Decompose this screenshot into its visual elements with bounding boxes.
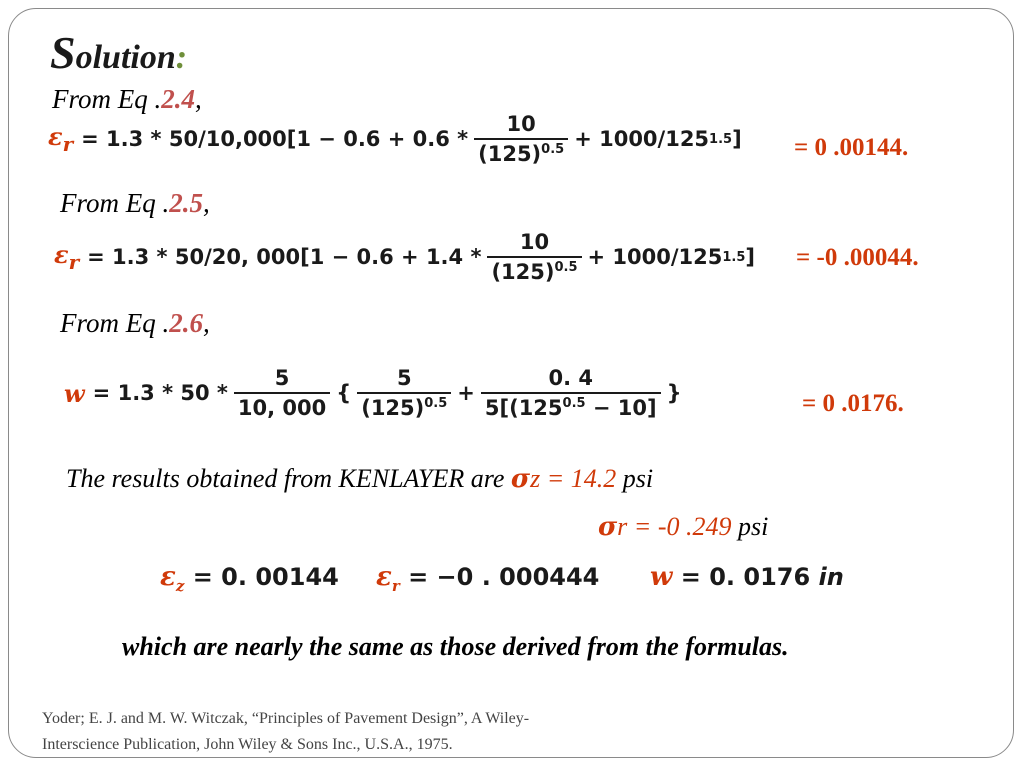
formula-1: $\varepsilon_r$ = 1.3 * 50/10,000[1 − 0.6 + 0.6 * $\frac{10}{(125)^{0.5}}$ + 1000/125 1.5 ] (48, 112, 742, 166)
from-eq-label-1: From Eq .2.4, (52, 84, 202, 114)
result-3: = 0 .0176. (802, 390, 904, 417)
from-eq-label-3: From Eq .2.6, (60, 308, 210, 338)
kenlayer-sentence: The results obtained from KENLAYER are σz = 14.2 psi (66, 464, 654, 494)
sigma-r-line: σr = -0 .249 psi (598, 512, 769, 542)
final-epsilon-z: $\varepsilon_z = 0$. 00144 (160, 562, 339, 595)
formula-3: w = 1.3 * 50 * $\frac{5}{10, 000}$ { $\frac{5}{(125)^{0.5}}$ + $\frac{0. 4}{5[(125^{0.5} - 10]}$ } (64, 366, 682, 420)
final-w: w = 0. 0176 in (650, 562, 844, 592)
slide-title: Solution: (50, 27, 188, 78)
result-1: = 0 .00144. (794, 134, 909, 161)
final-epsilon-r: $\varepsilon_r = -0$ . 000444 (376, 562, 600, 595)
result-2: = -0 .00044. (796, 244, 919, 271)
conclusion-text: which are nearly the same as those derived from the formulas. (122, 632, 789, 661)
from-eq-label-2: From Eq .2.5, (60, 188, 210, 218)
reference-citation: Yoder; E. J. and M. W. Witczak, “Principles of Pavement Design”, A Wiley- Interscience Publication, John Wiley & Sons Inc., U.S.A., 1975. (42, 710, 530, 753)
formula-2: $\varepsilon_r$ = 1.3 * 50/20, 000[1 − 0.6 + 1.4 * $\frac{10}{(125)^{0.5}}$ + 1000/125 1.5 ] (54, 230, 755, 284)
